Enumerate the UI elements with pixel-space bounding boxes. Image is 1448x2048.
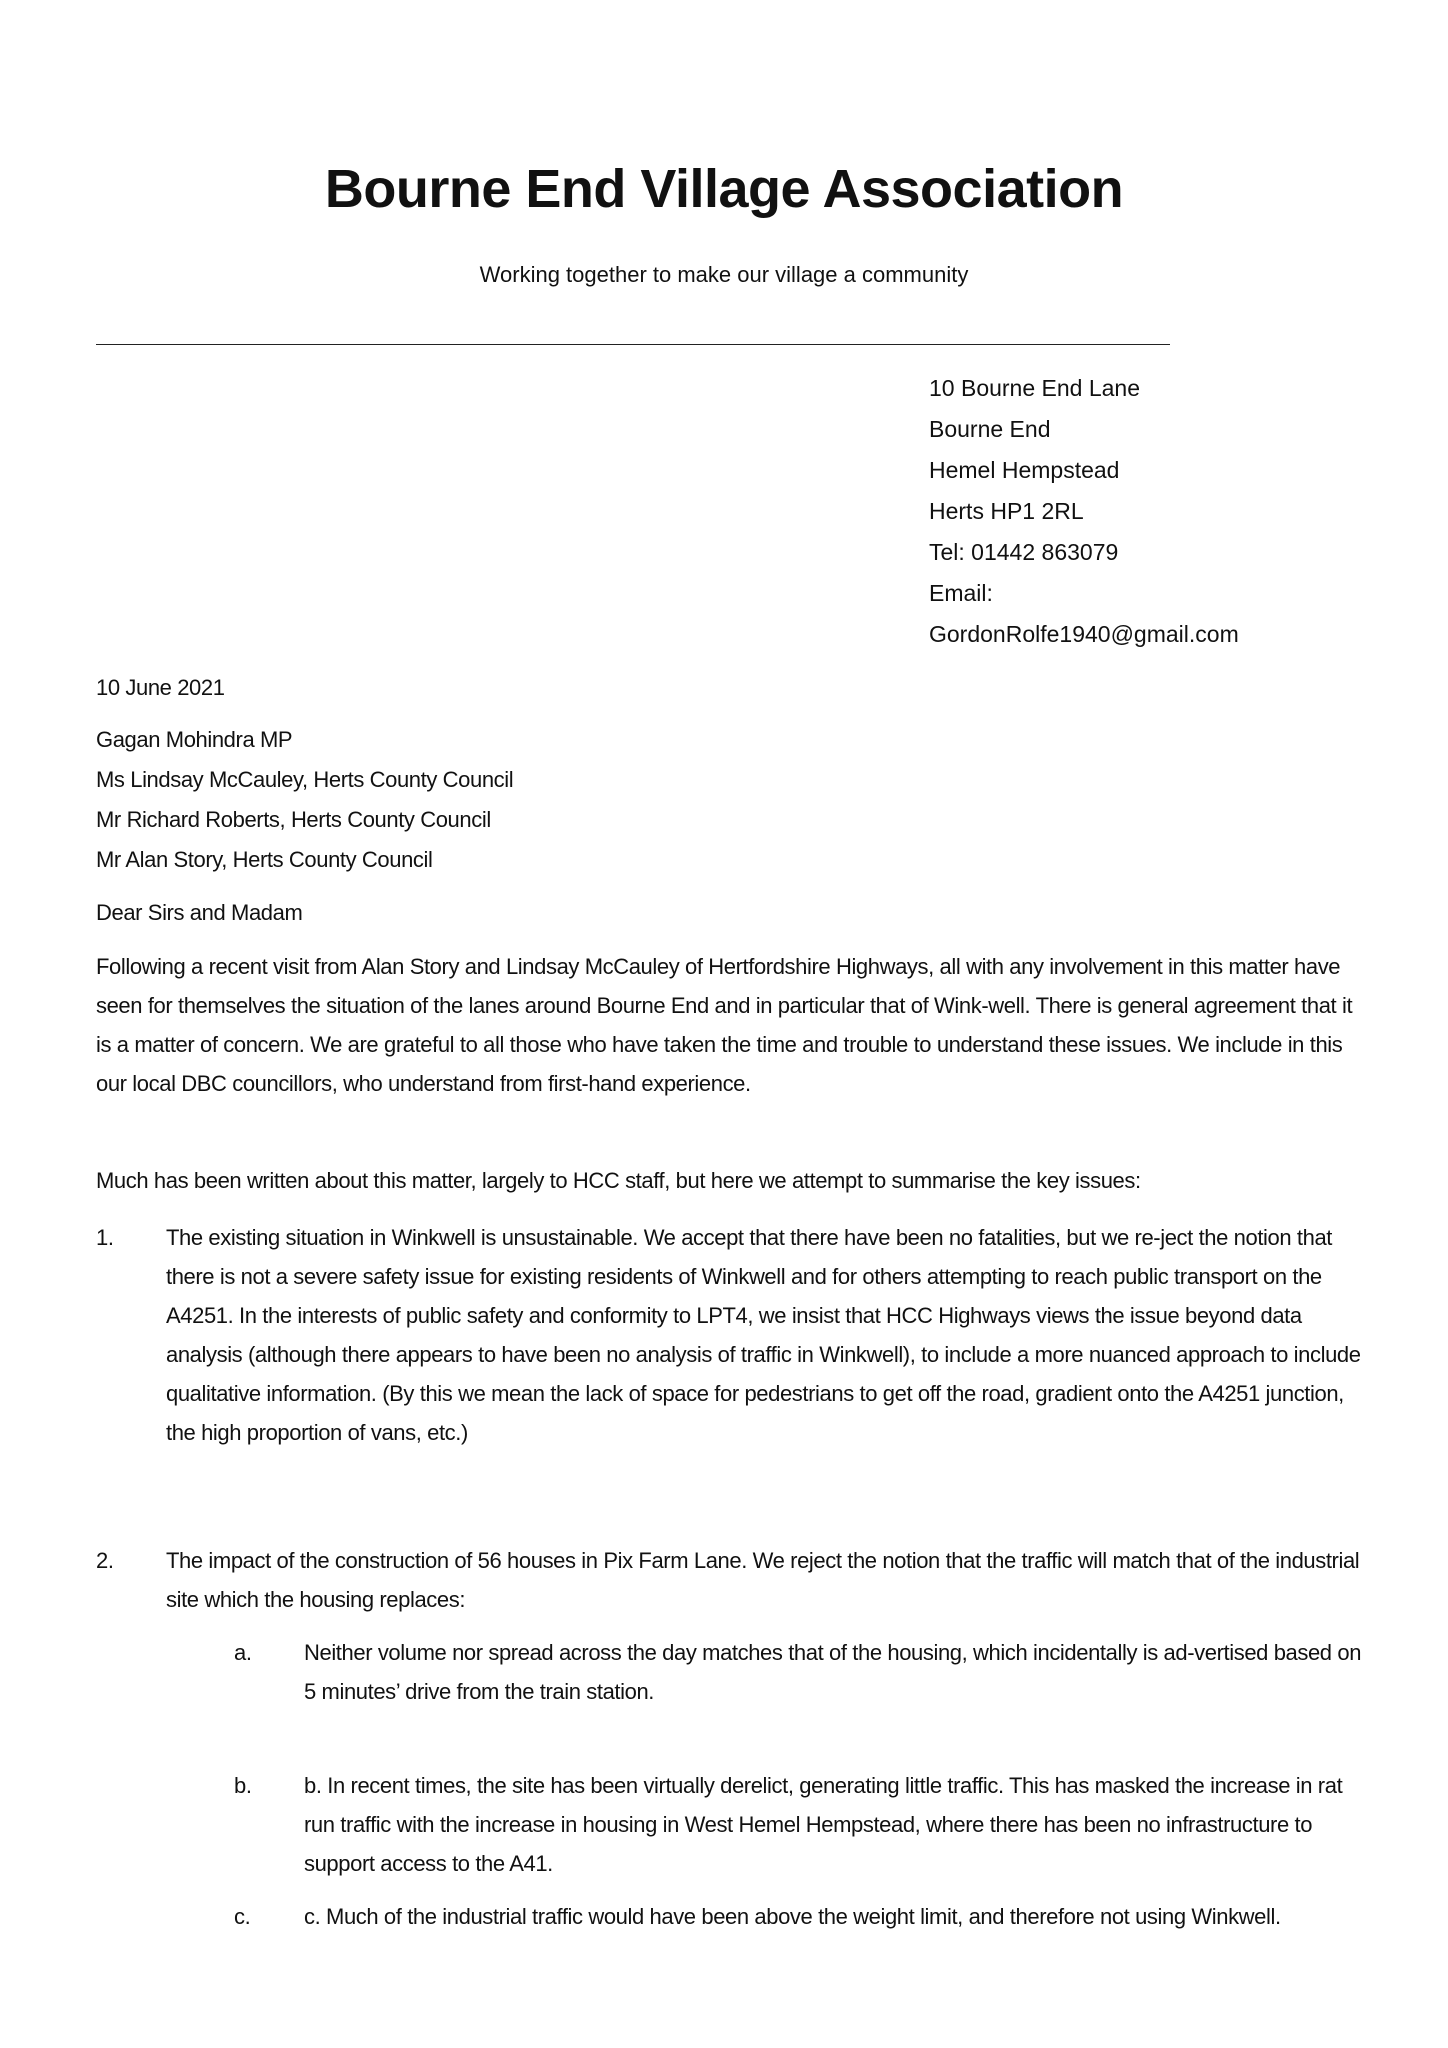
letterhead-subtitle: Working together to make our village a community: [479, 262, 969, 287]
address-line: Hemel Hempstead: [929, 457, 1120, 483]
sub-item-text: c. Much of the industrial traffic would have been above the weight limit, and therefore not using Winkwell.: [304, 1904, 1281, 1929]
recipient: Gagan Mohindra MP: [96, 727, 293, 752]
header-divider: [96, 344, 1170, 345]
recipient: Ms Lindsay McCauley, Herts County Council: [96, 767, 514, 792]
sub-item-text: b. In recent times, the site has been virtually derelict, generating little traffic. This has masked the increase in rat run traffic with the increase in housing in West Hemel Hempstead, where there has been no infrastructure to support access to the A41.: [304, 1773, 1343, 1876]
address-email-label: Email:: [929, 580, 993, 606]
sub-item-text: Neither volume nor spread across the day matches that of the housing, which incidentally is ad-vertised based on 5 minutes’ drive from the train station.: [304, 1640, 1362, 1704]
address-line: 10 Bourne End Lane: [929, 375, 1141, 401]
sub-item-label: b.: [234, 1773, 252, 1798]
body-paragraph: Much has been written about this matter, largely to HCC staff, but here we attempt to summarise the key issues:: [96, 1168, 1141, 1193]
body-paragraph: Following a recent visit from Alan Story and Lindsay McCauley of Hertfordshire Highways, all with any involvement in this matter have seen for themselves the situation of the lanes around Bourne End and in particular that of Wink-well. There is general agreement that it is a matter of concern. We are grateful to all those who have taken the time and trouble to understand these issues. We include in this our local DBC councillors, who understand from first-hand experience.: [96, 954, 1353, 1096]
address-line: Herts HP1 2RL: [929, 498, 1084, 524]
list-item-text: The impact of the construction of 56 houses in Pix Farm Lane. We reject the notion that the traffic will match that of the industrial site which the housing replaces:: [166, 1548, 1360, 1612]
sub-item-label: c.: [234, 1904, 251, 1929]
address-line: Bourne End: [929, 416, 1051, 442]
letterhead-title: Bourne End Village Association: [324, 159, 1124, 219]
salutation: Dear Sirs and Madam: [96, 900, 303, 925]
recipient: Mr Alan Story, Herts County Council: [96, 847, 433, 872]
recipients: [96, 720, 513, 880]
list-item-text: The existing situation in Winkwell is unsustainable. We accept that there have been no fatalities, but we re-ject the notion that there is not a severe safety issue for existing residents of Winkwell and for others attempting to reach public transport on the A4251. In the interests of public safety and conformity to LPT4, we insist that HCC Highways views the issue beyond data analysis (although there appears to have been no analysis of traffic in Winkwell), to include a more nuanced approach to include qualitative information. (By this we mean the lack of space for pedestrians to get off the road, gradient onto the A4251 junction, the high proportion of vans, etc.): [166, 1225, 1361, 1445]
list-item-number: 1.: [96, 1225, 114, 1250]
address-phone: Tel: 01442 863079: [929, 539, 1119, 565]
address-email: GordonRolfe1940@gmail.com: [929, 621, 1239, 647]
sender-address: [929, 368, 1239, 655]
list-item-number: 2.: [96, 1548, 114, 1573]
sub-item-label: a.: [234, 1640, 252, 1665]
letter-date: 10 June 2021: [96, 675, 225, 700]
recipient: Mr Richard Roberts, Herts County Council: [96, 807, 491, 832]
